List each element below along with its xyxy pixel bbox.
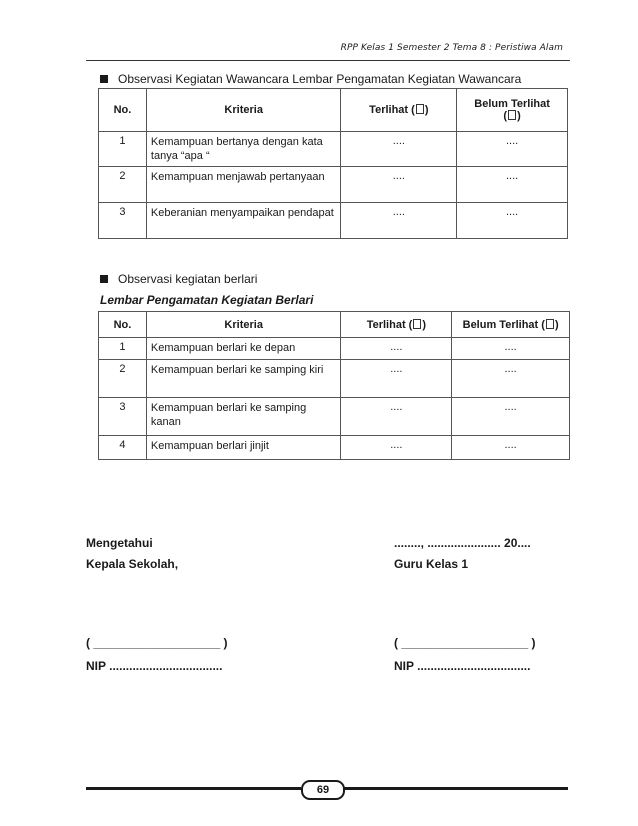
cell-belum: .... [452, 436, 570, 460]
close-paren: ) [424, 104, 429, 116]
footer-rule-left [86, 787, 301, 790]
checkbox-symbol-icon [546, 319, 554, 329]
sig-left-line2: Kepala Sekolah, [86, 557, 179, 571]
checkbox-symbol-icon [416, 104, 424, 114]
close-paren: ) [422, 318, 426, 331]
table-row [99, 436, 570, 460]
header-belum-text: Belum Terlihat ( [462, 318, 545, 331]
cell-no: 2 [99, 167, 147, 203]
bullet-square-icon [100, 75, 108, 83]
footer-rule-right [343, 787, 568, 790]
cell-kriteria: Kemampuan berlari ke samping kiri [146, 360, 341, 398]
header-no: No. [99, 312, 147, 338]
section1-label-text: Observasi Kegiatan Wawancara Lembar Pengamatan Kegiatan Wawancara [118, 72, 522, 86]
header-terlihat [341, 89, 457, 132]
cell-no: 2 [99, 360, 147, 398]
cell-terlihat: .... [341, 338, 452, 360]
cell-belum: .... [457, 132, 568, 167]
cell-terlihat: .... [341, 203, 457, 239]
cell-terlihat: .... [341, 360, 452, 398]
cell-terlihat: .... [341, 436, 452, 460]
table-row [99, 132, 568, 167]
bullet-square-icon [100, 275, 108, 283]
header-terlihat-text: Terlihat ( [366, 318, 413, 331]
cell-no: 4 [99, 436, 147, 460]
cell-belum: .... [452, 398, 570, 436]
table-row [99, 167, 568, 203]
cell-kriteria: Kemampuan berlari jinjit [146, 436, 341, 460]
sig-right-role: Guru Kelas 1 [394, 557, 469, 571]
cell-no: 3 [99, 203, 147, 239]
running-observation-table [98, 311, 570, 460]
checkbox-symbol-icon [508, 110, 516, 120]
cell-belum: .... [457, 203, 568, 239]
table-row [99, 360, 570, 398]
sig-right-nip: NIP .................................. [394, 659, 531, 673]
page-number: 69 [301, 780, 345, 800]
header-belum-terlihat: Belum Terlihat ( ) [457, 89, 568, 132]
table-row [99, 203, 568, 239]
header-kriteria: Kriteria [146, 312, 341, 338]
cell-kriteria: Keberanian menyampaikan pendapat [146, 203, 341, 239]
table-row [99, 338, 570, 360]
header-terlihat-text: Terlihat ( [369, 104, 415, 116]
running-header: RPP Kelas 1 Semester 2 Tema 8 : Peristiwa Alam [340, 43, 563, 53]
sig-right-name-line: ( ___________________ ) [394, 636, 536, 650]
cell-terlihat: .... [341, 398, 452, 436]
header-no: No. [99, 89, 147, 132]
header-kriteria: Kriteria [146, 89, 341, 132]
close-paren: ) [554, 318, 559, 331]
cell-terlihat: .... [341, 167, 457, 203]
cell-belum: .... [452, 338, 570, 360]
sig-right-date: ........, ...................... 20.... [394, 536, 531, 550]
header-belum-text: Belum Terlihat [474, 98, 550, 110]
section2-subtitle: Lembar Pengamatan Kegiatan Berlari [100, 293, 314, 307]
cell-belum: .... [452, 360, 570, 398]
section2-label-text: Observasi kegiatan berlari [118, 272, 258, 286]
section2-label [100, 272, 257, 286]
cell-kriteria: Kemampuan berlari ke depan [146, 338, 341, 360]
interview-observation-table [98, 88, 568, 239]
sig-left-name-line: ( ___________________ ) [86, 636, 228, 650]
sig-left-line1: Mengetahui [86, 536, 153, 550]
section1-label [100, 72, 521, 86]
checkbox-symbol-icon [413, 319, 421, 329]
cell-kriteria: Kemampuan berlari ke samping kanan [146, 398, 341, 436]
cell-belum: .... [457, 167, 568, 203]
close-paren: ) [517, 110, 521, 122]
cell-no: 1 [99, 338, 147, 360]
header-rule [86, 60, 570, 61]
cell-terlihat: .... [341, 132, 457, 167]
cell-no: 1 [99, 132, 147, 167]
header-terlihat [341, 312, 452, 338]
table-header-row [99, 312, 570, 338]
table-header-row [99, 89, 568, 132]
table-row [99, 398, 570, 436]
cell-kriteria: Kemampuan menjawab pertanyaan [146, 167, 341, 203]
header-belum-terlihat [452, 312, 570, 338]
sig-left-nip: NIP .................................. [86, 659, 223, 673]
cell-no: 3 [99, 398, 147, 436]
cell-kriteria: Kemampuan bertanya dengan kata tanya “apa “ [146, 132, 341, 167]
